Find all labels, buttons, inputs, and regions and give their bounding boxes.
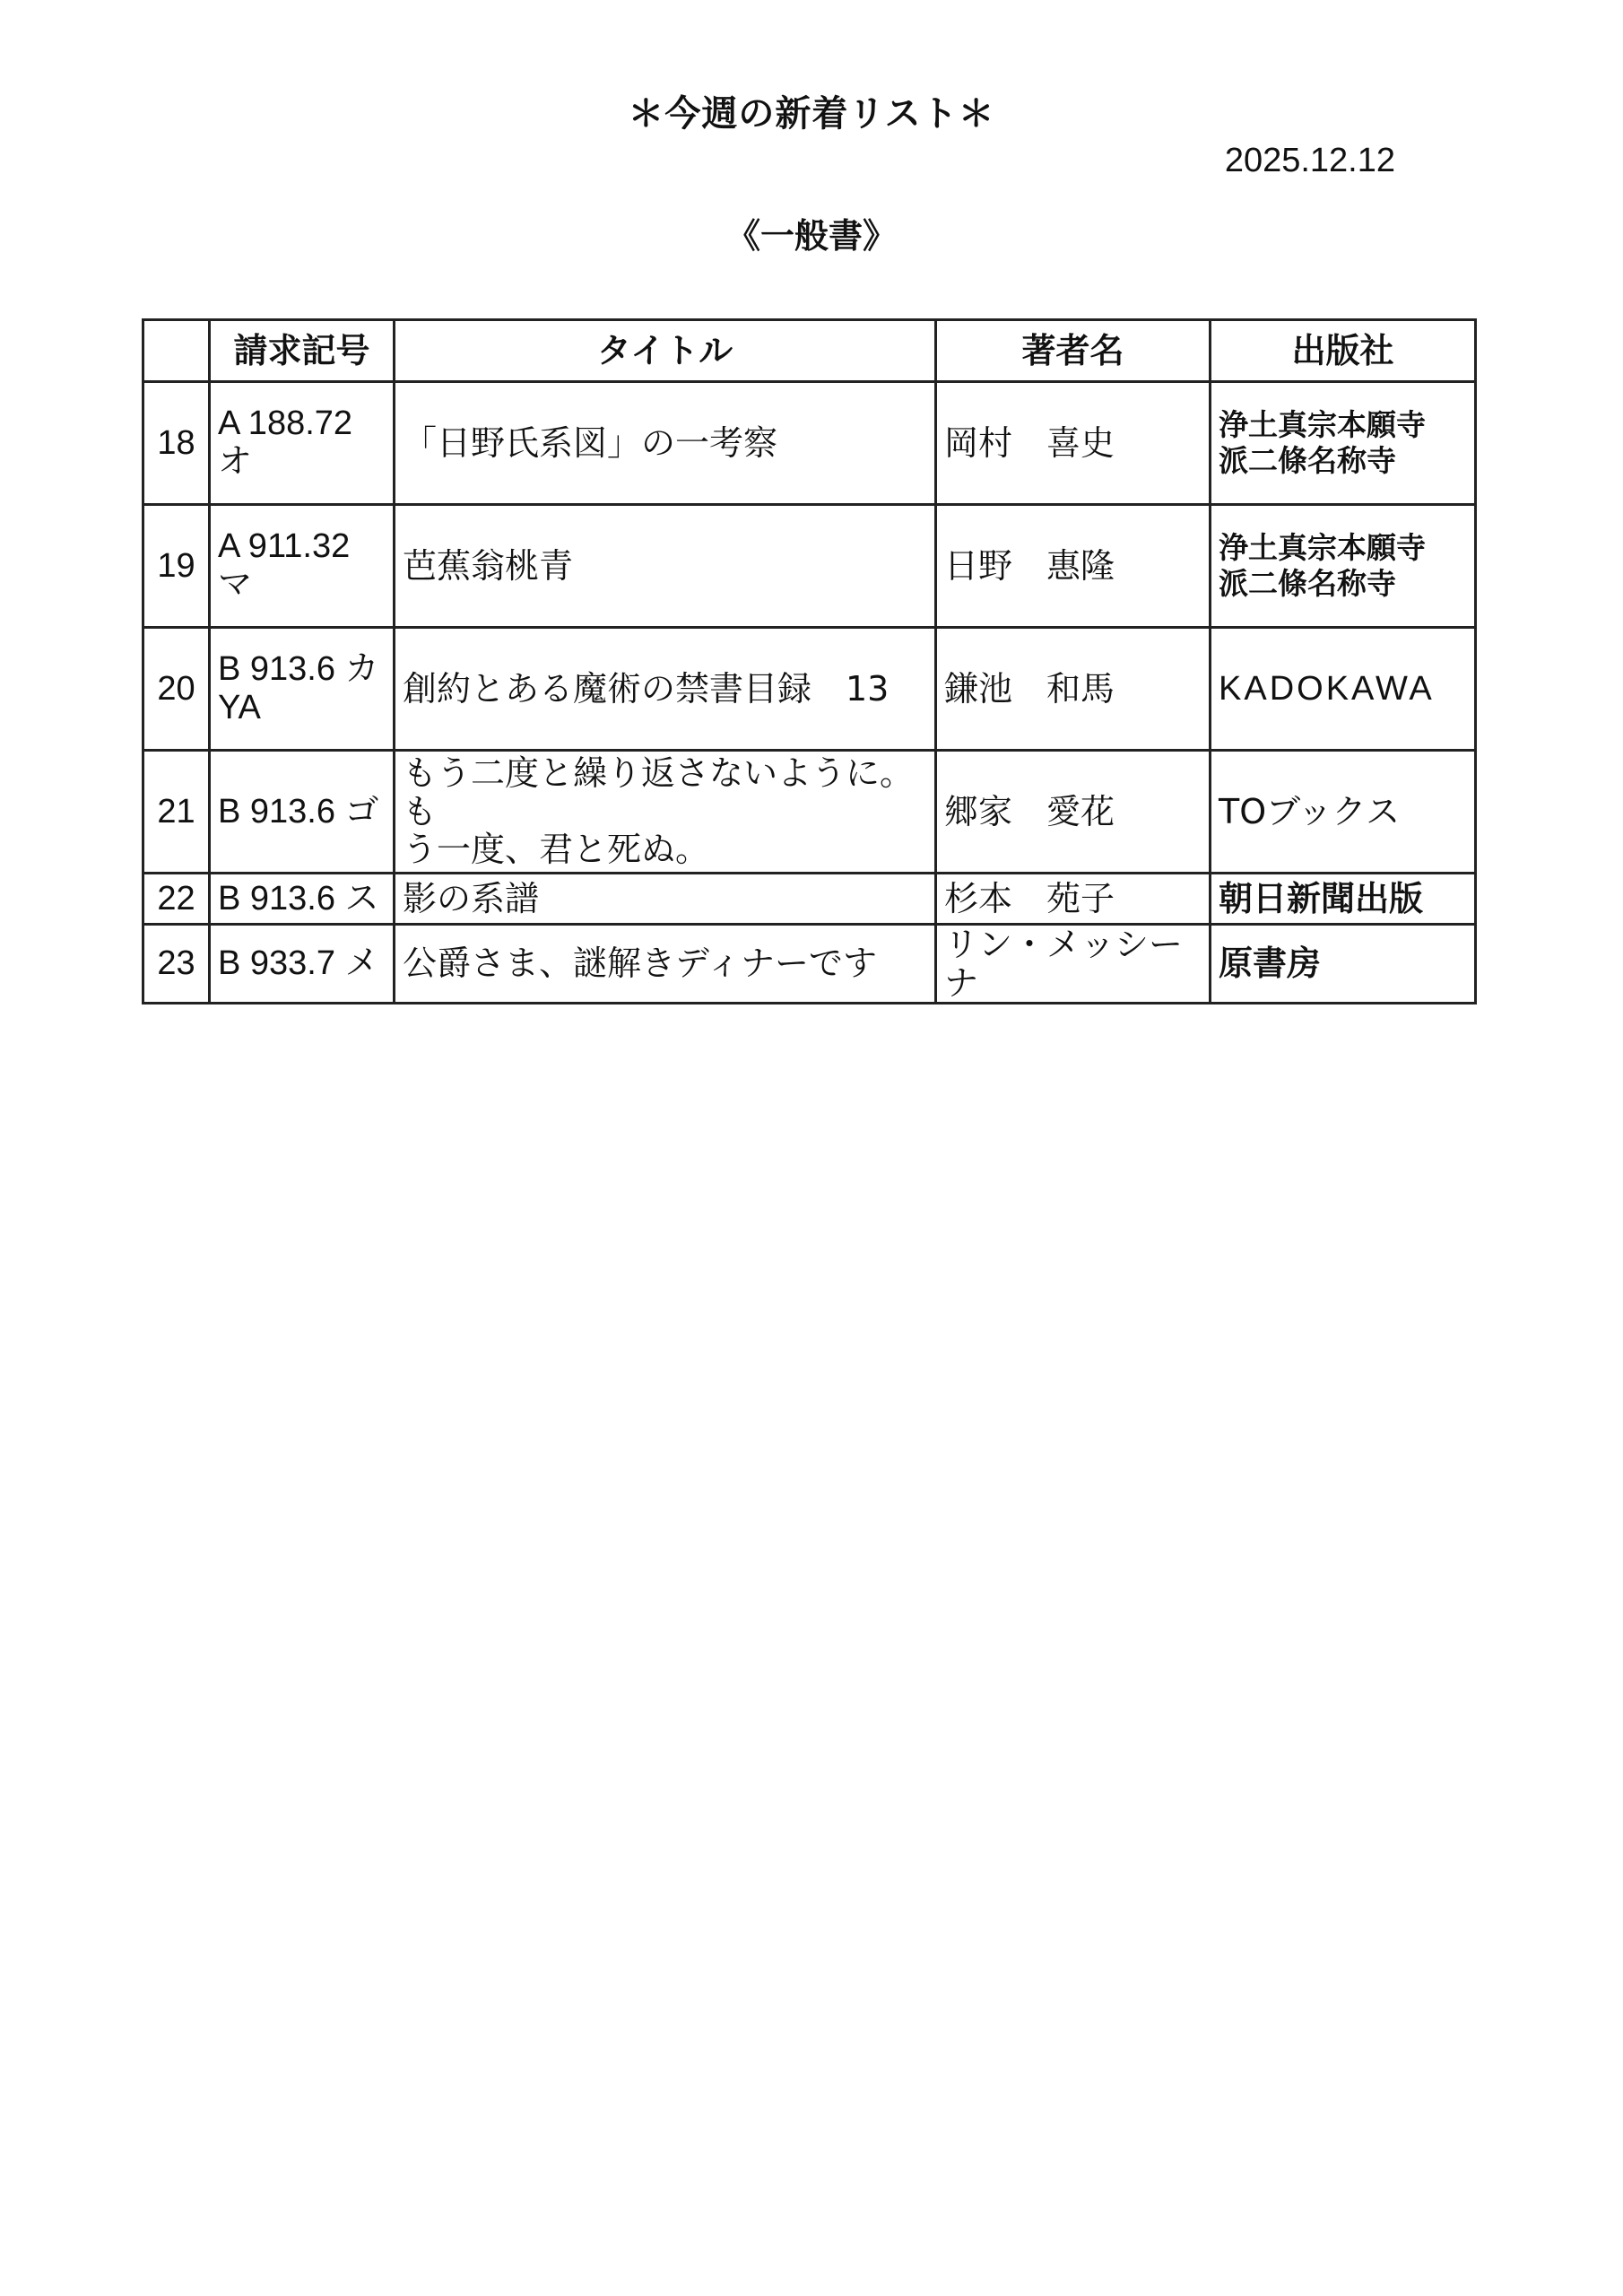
author-name: 郷家 愛花 (936, 751, 1211, 874)
publisher-line: 派二條名称寺 (1219, 443, 1396, 478)
call-number: B 913.6 ス (210, 874, 395, 925)
table-row (143, 628, 1476, 751)
call-number: B 933.7 メ (210, 925, 395, 1004)
publisher: 朝日新聞出版 (1211, 874, 1476, 925)
book-title: 芭蕉翁桃青 (395, 505, 936, 628)
row-number: 20 (143, 628, 210, 751)
author-name: 鎌池 和馬 (936, 628, 1211, 751)
call-number (210, 628, 395, 751)
row-number: 23 (143, 925, 210, 1004)
call-number-line: B 913.6 カ (218, 650, 379, 689)
column-header-title: タイトル (395, 320, 936, 382)
book-title-line: う一度、君と死ぬ。 (403, 830, 710, 870)
book-title: 「日野氏系図」の一考察 (395, 382, 936, 505)
call-number-line: A 911.32 (218, 527, 351, 566)
call-number-line: YA (218, 689, 261, 726)
call-number: B 913.6 ゴ (210, 751, 395, 874)
publisher: TOブックス (1211, 751, 1476, 874)
author-name: 杉本 苑子 (936, 874, 1211, 925)
row-number: 19 (143, 505, 210, 628)
table-row (143, 382, 1476, 505)
call-number-line: マ (218, 566, 253, 604)
book-title-line: もう二度と繰り返さないように。も (403, 753, 915, 831)
book-title (395, 751, 936, 874)
column-header-publisher: 出版社 (1211, 320, 1476, 382)
book-title: 創約とある魔術の禁書目録 13 (395, 628, 936, 751)
call-number-line: オ (218, 443, 253, 481)
table-row (143, 925, 1476, 1004)
author-name: 岡村 喜史 (936, 382, 1211, 505)
author-name: 日野 惠隆 (936, 505, 1211, 628)
section-title: 《一般書》 (725, 216, 897, 256)
column-header-call-number: 請求記号 (210, 320, 395, 382)
issue-date: 2025.12.12 (1224, 142, 1395, 179)
publisher (1211, 382, 1476, 505)
call-number-line: A 188.72 (218, 404, 353, 443)
call-number (210, 382, 395, 505)
column-header-number (143, 320, 210, 382)
new-arrivals-table (142, 318, 1477, 1004)
publisher: KADOKAWA (1211, 628, 1476, 751)
call-number (210, 505, 395, 628)
publisher: 原書房 (1211, 925, 1476, 1004)
table-row (143, 751, 1476, 874)
publisher (1211, 505, 1476, 628)
publisher-line: 浄土真宗本願寺 (1219, 407, 1426, 443)
table-row (143, 505, 1476, 628)
publisher-line: 派二條名称寺 (1219, 566, 1396, 601)
row-number: 22 (143, 874, 210, 925)
book-title: 影の系譜 (395, 874, 936, 925)
book-title: 公爵さま、謎解きディナーです (395, 925, 936, 1004)
publisher-line: 浄土真宗本願寺 (1219, 530, 1426, 566)
column-header-author: 著者名 (936, 320, 1211, 382)
row-number: 21 (143, 751, 210, 874)
author-name: リン・メッシーナ (936, 925, 1211, 1004)
table-row (143, 874, 1476, 925)
table-header-row (143, 320, 1476, 382)
row-number: 18 (143, 382, 210, 505)
page-title: ＊今週の新着リスト＊ (628, 93, 995, 135)
